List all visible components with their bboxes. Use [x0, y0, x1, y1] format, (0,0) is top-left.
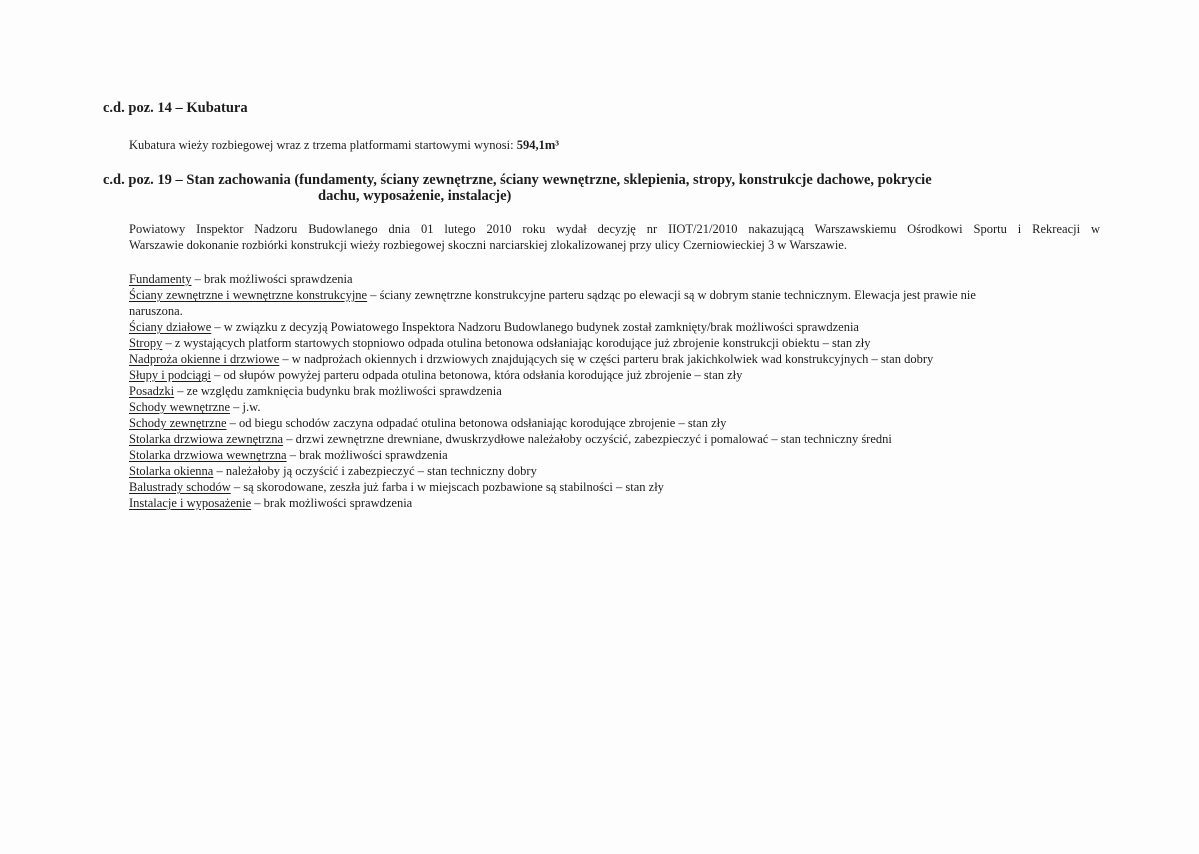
list-item-term: Stolarka drzwiowa zewnętrzna [129, 432, 284, 446]
list-item [129, 319, 1129, 335]
list-item-desc: – od biegu schodów zaczyna odpadać otulina betonowa odsłaniając korodujące zbrojenie – stan zły [226, 416, 727, 430]
list-item-desc: – brak możliwości sprawdzenia [251, 496, 413, 510]
intro-paragraph-line2: Warszawie dokonanie rozbiórki konstrukcji wieży rozbiegowej skoczni narciarskiej zlokalizowanej przy ulicy Czerniowieckiej 3 w Warszawie. [129, 238, 847, 252]
list-item-desc: – w związku z decyzją Powiatowego Inspektora Nadzoru Budowlanego budynek został zamknięty/brak możliwości sprawdzenia [211, 320, 859, 334]
volume-value: 594,1m³ [516, 138, 560, 152]
list-item-desc: – należałoby ją oczyścić i zabezpieczyć – stan techniczny dobry [213, 464, 537, 478]
list-item [129, 495, 1129, 511]
list-item-desc: – z wystających platform startowych stopniowo odpada otulina betonowa odsłaniając korodujące już zbrojenie konstrukcji obiektu – stan zły [162, 336, 871, 350]
list-item [129, 383, 1129, 399]
list-item-term: Ściany zewnętrzne i wewnętrzne konstrukcyjne [129, 288, 368, 302]
list-item-desc: – ze względu zamknięcia budynku brak możliwości sprawdzenia [174, 384, 502, 398]
list-item-continuation [129, 303, 1129, 319]
section-14-heading: c.d. poz. 14 – Kubatura [103, 100, 248, 116]
list-item-desc: – brak możliwości sprawdzenia [286, 448, 448, 462]
list-item [129, 431, 1129, 447]
list-item [129, 271, 1129, 287]
list-item [129, 287, 1129, 303]
list-item-term: Stolarka okienna [129, 464, 214, 478]
section-19-heading-line1: c.d. poz. 19 – Stan zachowania (fundamenty, ściany zewnętrzne, ściany wewnętrzne, sklepienia, stropy, konstrukcje dachowe, pokrycie [103, 172, 932, 188]
volume-sentence: Kubatura wieży rozbiegowej wraz z trzema platformami startowymi wynosi: [129, 138, 517, 152]
list-item-desc: – w nadprożach okiennych i drzwiowych znajdujących się w części parteru brak jakichkolwiek wad konstrukcyjnych – stan dobry [279, 352, 934, 366]
list-item [129, 399, 1129, 415]
list-item [129, 351, 1129, 367]
list-item-term: Nadproża okienne i drzwiowe [129, 352, 280, 366]
list-item-desc: – drzwi zewnętrzne drewniane, dwuskrzydłowe należałoby oczyścić, zabezpieczyć i pomalować – stan techniczny średni [283, 432, 892, 446]
list-item-desc: naruszona. [129, 304, 183, 318]
list-item-term: Fundamenty [129, 272, 192, 286]
list-item-desc: – od słupów powyżej parteru odpada otulina betonowa, która odsłania korodujące już zbrojenie – stan zły [210, 368, 743, 382]
list-item-term: Schody zewnętrzne [129, 416, 227, 430]
list-item [129, 479, 1129, 495]
list-item-term: Ściany działowe [129, 320, 212, 334]
list-item [129, 447, 1129, 463]
list-item-term: Schody wewnętrzne [129, 400, 231, 414]
section-14-text [129, 138, 559, 153]
list-item-desc: – brak możliwości sprawdzenia [191, 272, 353, 286]
condition-list [129, 271, 1129, 511]
list-item [129, 415, 1129, 431]
list-item-desc: – j.w. [230, 400, 261, 414]
list-item [129, 463, 1129, 479]
list-item [129, 367, 1129, 383]
list-item [129, 335, 1129, 351]
list-item-desc: – są skorodowane, zeszła już farba i w miejscach pozbawione są stabilności – stan zły [230, 480, 664, 494]
list-item-term: Stolarka drzwiowa wewnętrzna [129, 448, 287, 462]
list-item-term: Słupy i podciągi [129, 368, 211, 382]
list-item-term: Instalacje i wyposażenie [129, 496, 252, 510]
list-item-term: Balustrady schodów [129, 480, 231, 494]
list-item-term: Stropy [129, 336, 163, 350]
list-item-term: Posadzki [129, 384, 175, 398]
intro-paragraph-line1: Powiatowy Inspektor Nadzoru Budowlanego dnia 01 lutego 2010 roku wydał decyzję nr IIOT/21/2010 nakazującą Warszawskiemu Ośrodkowi Sportu i Rekreacji w [129, 222, 1100, 236]
list-item-desc: – ściany zewnętrzne konstrukcyjne parteru sądząc po elewacji są w dobrym stanie technicznym. Elewacja jest prawie nie [367, 288, 976, 302]
section-19-heading-line2: dachu, wyposażenie, instalacje) [318, 188, 512, 204]
